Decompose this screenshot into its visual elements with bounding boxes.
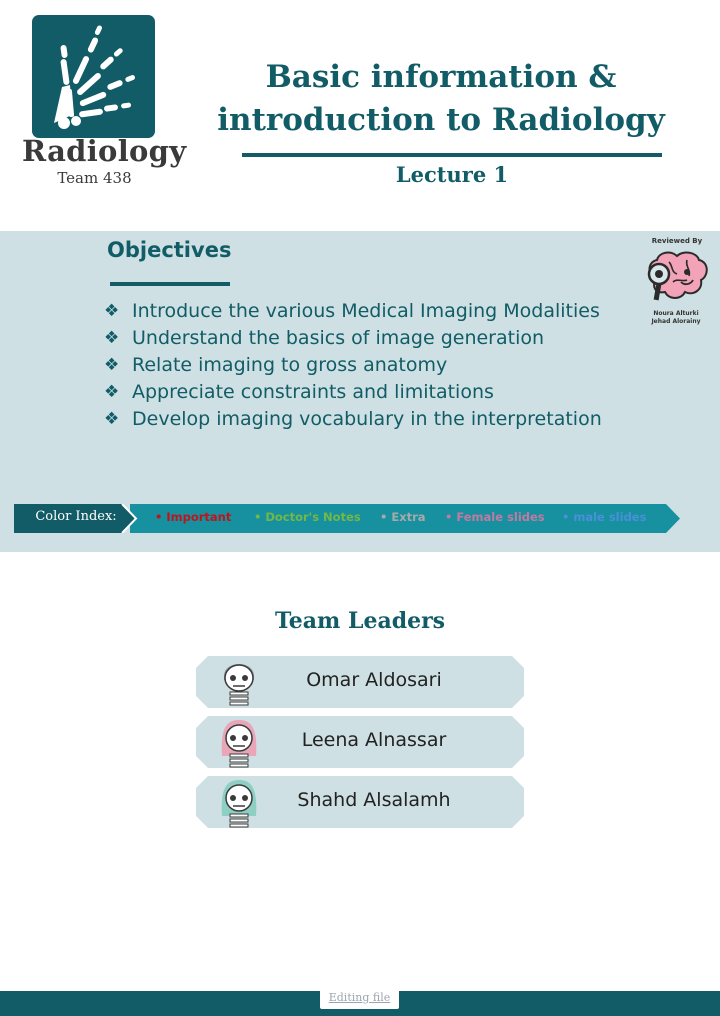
- female-skeleton-icon: [218, 716, 260, 768]
- objective-text: Introduce the various Medical Imaging Modalities: [132, 300, 600, 322]
- diamond-bullet-icon: ❖: [104, 328, 120, 348]
- color-index-male-slides: • male slides: [562, 510, 647, 524]
- objective-item: [104, 298, 624, 325]
- objective-text: Appreciate constraints and limitations: [132, 381, 494, 403]
- lecture-title: Basic information & introduction to Radiology: [217, 59, 665, 138]
- objective-item: [104, 379, 624, 406]
- leader-card: [196, 776, 524, 828]
- color-index-extra: • Extra: [380, 510, 426, 524]
- logo-title: Radiology: [22, 134, 187, 168]
- color-index-female-slides: • Female slides: [445, 510, 545, 524]
- objectives-divider: [110, 282, 230, 286]
- lecture-number: Lecture 1: [395, 162, 509, 187]
- color-index-doctors-notes: • Doctor's Notes: [254, 510, 361, 524]
- objective-item: [104, 406, 624, 433]
- objective-item: [104, 352, 624, 379]
- objective-text: Relate imaging to gross anatomy: [132, 354, 448, 376]
- radiology-logo: [32, 15, 155, 138]
- reviewer-name: Noura Alturki: [653, 310, 699, 317]
- objectives-list: [104, 298, 624, 433]
- objectives-heading: Objectives: [107, 238, 232, 262]
- leader-card: [196, 656, 524, 708]
- diamond-bullet-icon: ❖: [104, 409, 120, 429]
- color-index-important: • Important: [155, 510, 232, 524]
- team-leaders-heading: Team Leaders: [274, 608, 446, 634]
- logo-subtitle: Team 438: [57, 169, 132, 187]
- brain-magnifier-icon: [643, 248, 713, 306]
- leader-card: [196, 716, 524, 768]
- objective-text: Develop imaging vocabulary in the interpretation: [132, 408, 602, 430]
- objective-text: Understand the basics of image generation: [132, 327, 545, 349]
- diamond-bullet-icon: ❖: [104, 382, 120, 402]
- objective-item: [104, 325, 624, 352]
- title-divider: [242, 153, 662, 157]
- female-skeleton-icon: [218, 776, 260, 828]
- diamond-bullet-icon: ❖: [104, 301, 120, 321]
- leader-name: Leena Alnassar: [301, 729, 447, 751]
- leader-name: Shahd Alsalamh: [297, 789, 451, 811]
- color-index-label: Color Index:: [35, 509, 117, 524]
- editing-file-link[interactable]: Editing file: [320, 987, 399, 1009]
- reviewed-by-label: Reviewed By: [651, 237, 703, 245]
- xray-hand-icon: [32, 15, 155, 138]
- diamond-bullet-icon: ❖: [104, 355, 120, 375]
- reviewer-name: Jehad Alorainy: [651, 318, 701, 325]
- leader-name: Omar Aldosari: [306, 669, 442, 691]
- male-skeleton-icon: [218, 656, 260, 708]
